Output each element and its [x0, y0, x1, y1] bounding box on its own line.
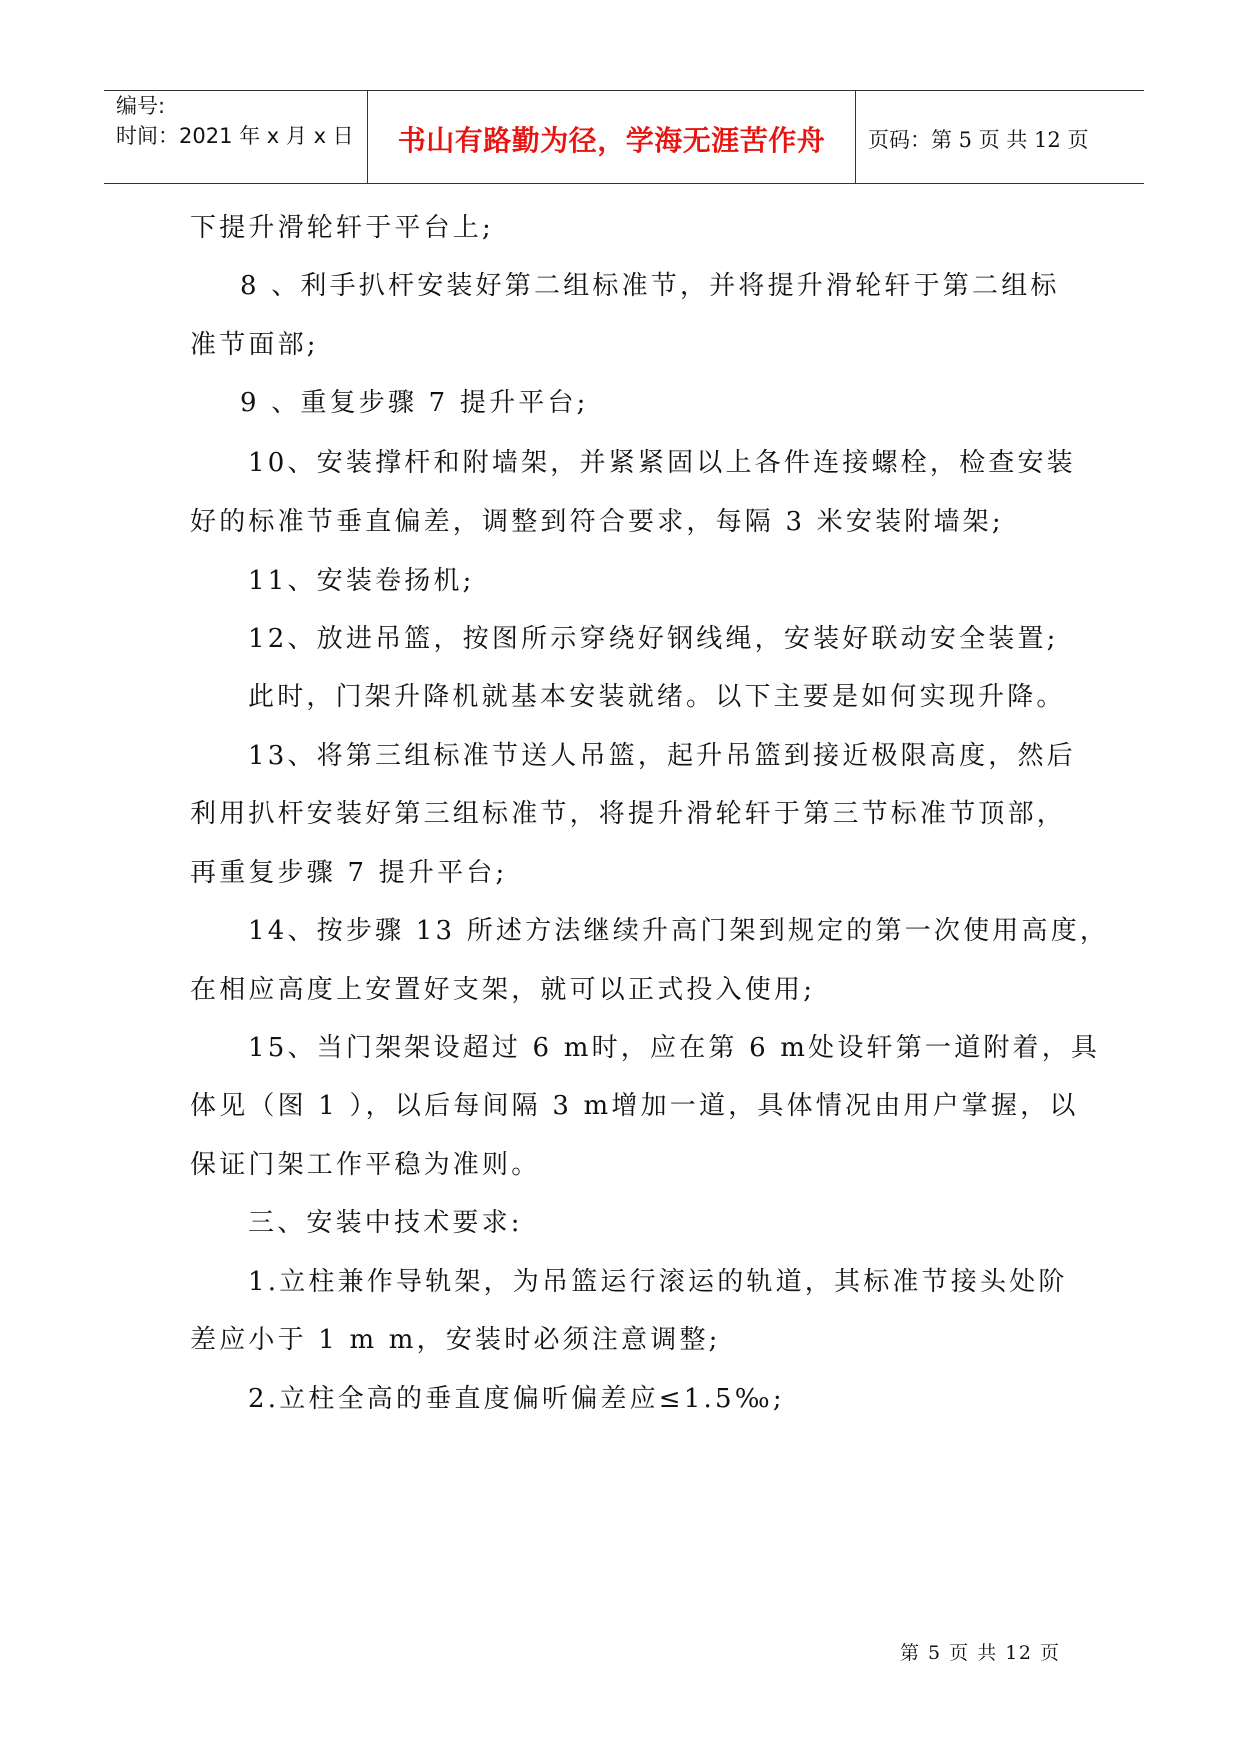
- text-line: 保证门架工作平稳为准则。: [190, 1150, 541, 1180]
- text-line: 好的标准节垂直偏差，调整到符合要求，每隔 3 米安装附墙架;: [190, 507, 1004, 537]
- text-line: 准节面部;: [190, 330, 319, 360]
- text-line: 此时，门架升降机就基本安装就绪。以下主要是如何实现升降。: [248, 682, 1066, 712]
- text-line: 在相应高度上安置好支架，就可以正式投入使用;: [190, 975, 816, 1005]
- text-line: 1.立柱兼作导轨架，为吊篮运行滚运的轨道，其标准节接头处阶: [248, 1267, 1068, 1297]
- text-line: 11、安装卷扬机;: [248, 566, 475, 596]
- header-page-info: 页码：第 5 页 共 12 页: [868, 128, 1089, 152]
- text-line: 体见（图 1 ），以后每间隔 3 m增加一道，具体情况由用户掌握，以: [190, 1091, 1079, 1121]
- text-line: 8 、利手扒杆安装好第二组标准节，并将提升滑轮轩于第二组标: [240, 271, 1060, 301]
- date-label: 时间：2021 年 x 月 x 日: [116, 124, 354, 148]
- header-motto: 书山有路勤为径，学海无涯苦作舟: [368, 91, 856, 183]
- text-line: 差应小于 1 m m，安装时必须注意调整;: [190, 1325, 721, 1355]
- text-line: 12、放进吊篮，按图所示穿绕好钢线绳，安装好联动安全装置;: [248, 624, 1059, 654]
- text-line: 2.立柱全高的垂直度偏听偏差应≤1.5‰;: [248, 1384, 785, 1414]
- text-line: 下提升滑轮轩于平台上;: [190, 213, 494, 243]
- text-line: 14、按步骤 13 所述方法继续升高门架到规定的第一次使用高度，: [248, 916, 1110, 946]
- text-line: 利用扒杆安装好第三组标准节，将提升滑轮轩于第三节标准节顶部，: [190, 799, 1067, 829]
- text-line: 9 、重复步骤 7 提升平台;: [240, 388, 589, 418]
- serial-label: 编号:: [116, 94, 166, 118]
- text-line: 15、当门架架设超过 6 m时，应在第 6 m处设轩第一道附着，具: [248, 1033, 1101, 1063]
- text-line: 三、安装中技术要求:: [248, 1208, 523, 1238]
- text-line: 13、将第三组标准节送人吊篮，起升吊篮到接近极限高度，然后: [248, 741, 1076, 771]
- page-header: [104, 90, 1144, 184]
- page-footer: 第 5 页 共 12 页: [900, 1642, 1061, 1664]
- text-line: 再重复步骤 7 提升平台;: [190, 858, 508, 888]
- header-meta: [104, 91, 368, 183]
- text-line: 10、安装撑杆和附墙架，并紧紧固以上各件连接螺栓，检查安装: [248, 448, 1076, 478]
